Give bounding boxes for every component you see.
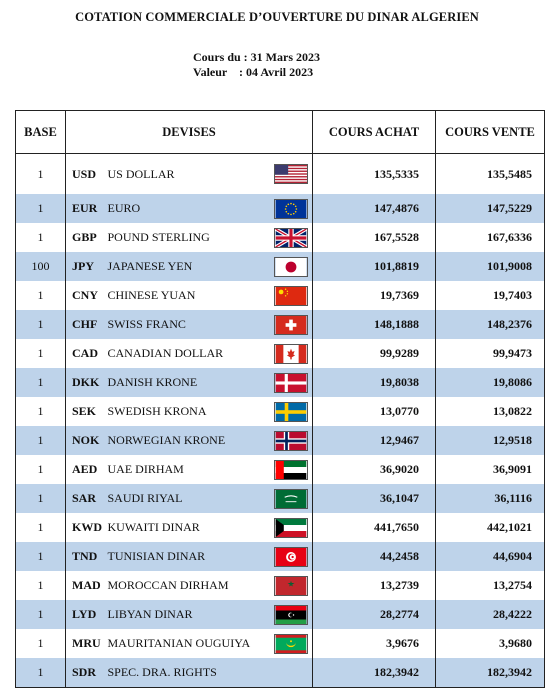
currency-name: SWISS FRANC bbox=[108, 310, 270, 339]
base-cell: 1 bbox=[16, 368, 66, 397]
table-row bbox=[16, 339, 545, 368]
cours-vente-cell: 167,6336 bbox=[436, 223, 545, 252]
currency-code: SEK bbox=[66, 397, 108, 426]
flag-cell bbox=[270, 658, 313, 688]
currency-name: NORWEGIAN KRONE bbox=[108, 426, 270, 455]
currency-code: TND bbox=[66, 542, 108, 571]
base-cell: 1 bbox=[16, 658, 66, 688]
currency-name: SWEDISH KRONA bbox=[107, 404, 207, 418]
cours-vente-cell: 13,2754 bbox=[436, 571, 545, 600]
currency-name: UAE DIRHAM bbox=[107, 462, 184, 476]
cours-vente-cell: 99,9473 bbox=[436, 339, 545, 368]
base-cell: 1 bbox=[16, 629, 66, 658]
currency-code: NOK bbox=[66, 426, 108, 455]
currency-name: SAUDI RIYAL bbox=[108, 484, 270, 513]
table-row bbox=[16, 484, 545, 513]
currency-name: CHINESE YUAN bbox=[107, 288, 196, 302]
table-row bbox=[16, 600, 545, 629]
base-cell: 1 bbox=[16, 571, 66, 600]
currency-code: CAD bbox=[66, 339, 108, 368]
base-cell: 1 bbox=[16, 426, 66, 455]
flag-cell bbox=[270, 484, 313, 513]
table-row bbox=[16, 194, 545, 223]
table-row bbox=[16, 658, 545, 688]
column-header-cours-achat: COURS ACHAT bbox=[313, 111, 436, 154]
cours-achat-cell: 12,9467 bbox=[313, 426, 436, 455]
valeur-date: Valeur : 04 Avril 2023 bbox=[193, 65, 314, 79]
document-title: COTATION COMMERCIALE D’OUVERTURE DU DINAR ALGERIEN bbox=[75, 10, 479, 24]
table-row bbox=[16, 397, 545, 426]
cours-achat-cell: 99,9289 bbox=[313, 339, 436, 368]
uk-flag-icon bbox=[274, 228, 308, 248]
currency-name: TUNISIAN DINAR bbox=[108, 542, 270, 571]
currency-code: GBP bbox=[66, 223, 108, 252]
table-row bbox=[16, 154, 545, 195]
cours-vente-cell: 148,2376 bbox=[436, 310, 545, 339]
flag-cell bbox=[270, 426, 313, 455]
cours-achat-cell: 13,0770 bbox=[313, 397, 436, 426]
flag-cell bbox=[270, 600, 313, 629]
base-cell: 100 bbox=[16, 252, 66, 281]
morocco-flag-icon bbox=[274, 576, 308, 596]
table-row bbox=[16, 426, 545, 455]
kuwait-flag-icon bbox=[274, 518, 308, 538]
table-row bbox=[16, 455, 545, 484]
base-cell: 1 bbox=[16, 484, 66, 513]
column-header-base: BASE bbox=[16, 111, 66, 154]
column-header-cours-vente: COURS VENTE bbox=[436, 111, 545, 154]
cours-achat-cell: 148,1888 bbox=[313, 310, 436, 339]
table-row bbox=[16, 629, 545, 658]
cours-vente-cell: 182,3942 bbox=[436, 658, 545, 688]
cours-achat-cell: 44,2458 bbox=[313, 542, 436, 571]
flag-cell bbox=[270, 397, 313, 426]
libya-flag-icon bbox=[274, 605, 308, 625]
base-cell: 1 bbox=[16, 339, 66, 368]
saudi-flag-icon bbox=[274, 489, 308, 509]
cours-achat-cell: 19,8038 bbox=[313, 368, 436, 397]
china-flag-icon bbox=[274, 286, 308, 306]
table-header-row bbox=[16, 111, 545, 154]
cours-achat-cell: 19,7369 bbox=[313, 281, 436, 310]
table-row bbox=[16, 281, 545, 310]
sweden-flag-icon bbox=[274, 402, 308, 422]
denmark-flag-icon bbox=[274, 373, 308, 393]
currency-code: JPY bbox=[66, 252, 108, 281]
flag-cell bbox=[270, 368, 313, 397]
cours-vente-cell: 36,1116 bbox=[436, 484, 545, 513]
cours-achat-cell: 441,7650 bbox=[313, 513, 436, 542]
tunisia-flag-icon bbox=[274, 547, 308, 567]
flag-cell bbox=[270, 310, 313, 339]
flag-cell bbox=[270, 629, 313, 658]
table-row bbox=[16, 513, 545, 542]
currency-code: SDR bbox=[66, 658, 108, 688]
base-cell: 1 bbox=[16, 223, 66, 252]
cours-vente-cell: 36,9091 bbox=[436, 455, 545, 484]
cours-vente-cell: 3,9680 bbox=[436, 629, 545, 658]
currency-name: MAURITANIAN OUGUIYA bbox=[107, 636, 251, 650]
currency-name: DANISH KRONE bbox=[108, 368, 270, 397]
currency-name: MOROCCAN DIRHAM bbox=[107, 578, 229, 592]
flag-cell bbox=[270, 542, 313, 571]
currency-code: KWD bbox=[66, 513, 108, 542]
currency-name: JAPANESE YEN bbox=[108, 252, 270, 281]
cours-vente-cell: 28,4222 bbox=[436, 600, 545, 629]
cours-achat-cell: 3,9676 bbox=[313, 629, 436, 658]
cours-vente-cell: 147,5229 bbox=[436, 194, 545, 223]
cours-date: Cours du : 31 Mars 2023 bbox=[193, 50, 321, 64]
table-row bbox=[16, 368, 545, 397]
currency-code: EUR bbox=[66, 194, 108, 223]
base-cell: 1 bbox=[16, 281, 66, 310]
flag-cell bbox=[270, 252, 313, 281]
mauritania-flag-icon bbox=[274, 634, 308, 654]
table-row bbox=[16, 252, 545, 281]
flag-cell bbox=[270, 455, 313, 484]
cours-vente-cell: 135,5485 bbox=[436, 154, 545, 195]
flag-cell bbox=[270, 154, 313, 195]
flag-cell bbox=[270, 571, 313, 600]
flag-cell bbox=[270, 281, 313, 310]
flag-cell bbox=[270, 339, 313, 368]
currency-name: POUND STERLING bbox=[107, 230, 210, 244]
table-row bbox=[16, 310, 545, 339]
flag-cell bbox=[270, 513, 313, 542]
flag-cell bbox=[270, 194, 313, 223]
uae-flag-icon bbox=[274, 460, 308, 480]
cours-vente-cell: 442,1021 bbox=[436, 513, 545, 542]
currency-code: SAR bbox=[66, 484, 108, 513]
norway-flag-icon bbox=[274, 431, 308, 451]
japan-flag-icon bbox=[274, 257, 308, 277]
base-cell: 1 bbox=[16, 455, 66, 484]
base-cell: 1 bbox=[16, 600, 66, 629]
cours-vente-cell: 12,9518 bbox=[436, 426, 545, 455]
cours-achat-cell: 28,2774 bbox=[313, 600, 436, 629]
table-row bbox=[16, 571, 545, 600]
exchange-rate-table bbox=[15, 110, 545, 688]
base-cell: 1 bbox=[16, 542, 66, 571]
cours-achat-cell: 13,2739 bbox=[313, 571, 436, 600]
base-cell: 1 bbox=[16, 310, 66, 339]
cours-achat-cell: 36,9020 bbox=[313, 455, 436, 484]
eu-flag-icon bbox=[274, 199, 308, 219]
currency-name: CANADIAN DOLLAR bbox=[107, 346, 224, 360]
currency-code: USD bbox=[66, 154, 108, 195]
currency-code: CNY bbox=[66, 281, 108, 310]
currency-name: EURO bbox=[108, 194, 270, 223]
canada-flag-icon bbox=[274, 344, 308, 364]
cours-achat-cell: 182,3942 bbox=[313, 658, 436, 688]
cours-achat-cell: 135,5335 bbox=[313, 154, 436, 195]
cours-vente-cell: 19,8086 bbox=[436, 368, 545, 397]
currency-code: MRU bbox=[66, 629, 108, 658]
currency-name: KUWAITI DINAR bbox=[107, 520, 200, 534]
currency-code: CHF bbox=[66, 310, 108, 339]
currency-name: US DOLLAR bbox=[107, 166, 175, 181]
currency-code: DKK bbox=[66, 368, 108, 397]
flag-cell bbox=[270, 223, 313, 252]
us-flag-icon bbox=[274, 164, 308, 184]
table-row bbox=[16, 223, 545, 252]
cours-vente-cell: 19,7403 bbox=[436, 281, 545, 310]
cours-achat-cell: 36,1047 bbox=[313, 484, 436, 513]
switzerland-flag-icon bbox=[274, 315, 308, 335]
cours-vente-cell: 13,0822 bbox=[436, 397, 545, 426]
base-cell: 1 bbox=[16, 397, 66, 426]
currency-name: LIBYAN DINAR bbox=[108, 600, 270, 629]
currency-name: SPEC. DRA. RIGHTS bbox=[108, 658, 270, 688]
cours-achat-cell: 167,5528 bbox=[313, 223, 436, 252]
cours-achat-cell: 101,8819 bbox=[313, 252, 436, 281]
currency-code: AED bbox=[66, 455, 108, 484]
column-header-devises: DEVISES bbox=[66, 111, 313, 154]
base-cell: 1 bbox=[16, 513, 66, 542]
currency-code: MAD bbox=[66, 571, 108, 600]
cours-achat-cell: 147,4876 bbox=[313, 194, 436, 223]
cours-vente-cell: 44,6904 bbox=[436, 542, 545, 571]
table-row bbox=[16, 542, 545, 571]
currency-code: LYD bbox=[66, 600, 108, 629]
base-cell: 1 bbox=[16, 194, 66, 223]
cours-vente-cell: 101,9008 bbox=[436, 252, 545, 281]
base-cell: 1 bbox=[16, 154, 66, 195]
